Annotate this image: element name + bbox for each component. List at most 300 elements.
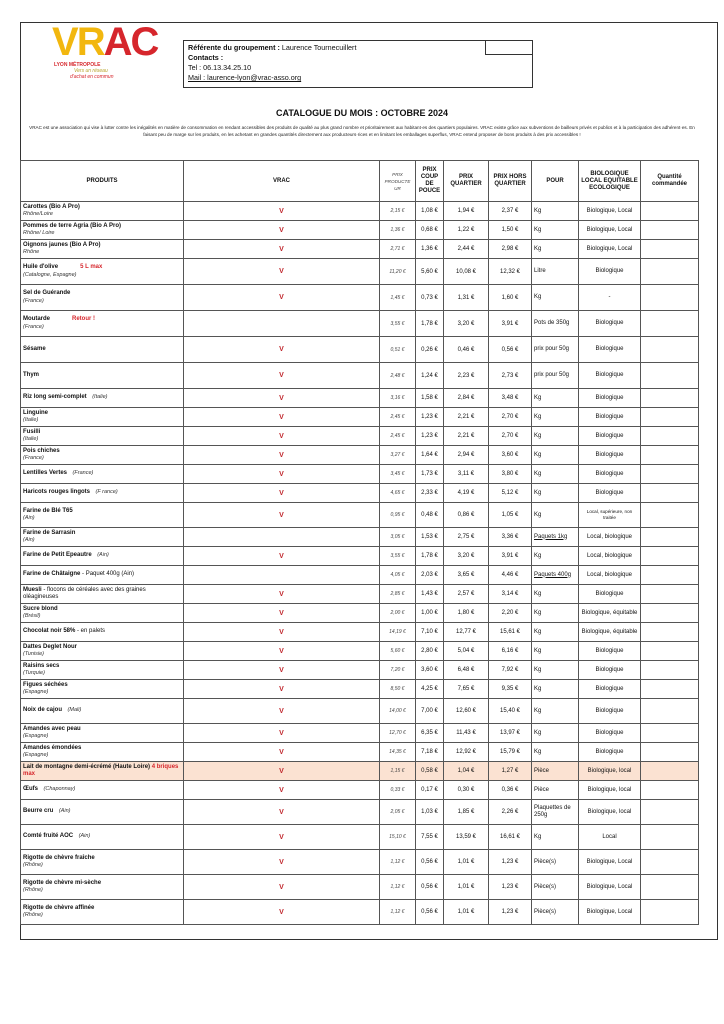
unit-cell: Kg [532, 465, 579, 484]
table-row [21, 762, 699, 781]
vrac-mark [184, 566, 380, 585]
label-cell: Biologique, Local [579, 202, 641, 221]
quantity-cell[interactable] [641, 311, 699, 337]
quantity-cell[interactable] [641, 623, 699, 642]
price-producteur: 2,48 € [380, 363, 416, 389]
product-origin: (Ain) [57, 808, 71, 815]
price-producteur: 2,45 € [380, 408, 416, 427]
table-row [21, 311, 699, 337]
label-cell: Biologique, local [579, 800, 641, 825]
quantity-cell[interactable] [641, 604, 699, 623]
unit-cell: Kg [532, 680, 579, 699]
quantity-cell[interactable] [641, 484, 699, 503]
quantity-cell[interactable] [641, 465, 699, 484]
vrac-mark: V [184, 800, 380, 825]
unit-cell: Pièce(s) [532, 900, 579, 925]
vrac-mark: V [184, 547, 380, 566]
logo-tagline-2: d'achat en commun [70, 74, 114, 80]
product-name: Carottes (Bio A Pro) [23, 203, 80, 210]
vrac-mark: V [184, 337, 380, 363]
price-hors-quartier: 9,35 € [489, 680, 532, 699]
price-hors-quartier: 2,98 € [489, 240, 532, 259]
table-row [21, 781, 699, 800]
price-quartier: 3,20 € [444, 547, 489, 566]
quantity-cell[interactable] [641, 259, 699, 285]
product-cell [21, 875, 184, 900]
price-coup-de-pouce: 7,55 € [416, 825, 444, 850]
price-producteur: 14,35 € [380, 743, 416, 762]
price-hors-quartier: 2,37 € [489, 202, 532, 221]
price-hors-quartier: 3,36 € [489, 528, 532, 547]
quantity-cell[interactable] [641, 528, 699, 547]
price-producteur: 1,15 € [380, 762, 416, 781]
price-coup-de-pouce: 2,80 € [416, 642, 444, 661]
quantity-cell[interactable] [641, 850, 699, 875]
header-prix-coup-de-pouce: PRIX COUP DE POUCE [416, 161, 444, 202]
vrac-mark: V [184, 503, 380, 528]
vrac-mark: V [184, 202, 380, 221]
price-quartier: 1,31 € [444, 285, 489, 311]
product-cell [21, 427, 184, 446]
vrac-mark: V [184, 446, 380, 465]
table-row [21, 661, 699, 680]
label-cell: Local [579, 825, 641, 850]
unit-cell: Kg [532, 661, 579, 680]
product-cell [21, 311, 184, 337]
price-producteur: 5,60 € [380, 642, 416, 661]
contact-mail[interactable]: Mail : laurence-lyon@vrac-asso.org [188, 73, 302, 82]
product-origin: (Ain) [23, 515, 35, 521]
price-quartier: 5,04 € [444, 642, 489, 661]
product-name: Chocolat noir 58% [23, 628, 76, 635]
unit-cell: Kg [532, 642, 579, 661]
price-quartier: 3,20 € [444, 311, 489, 337]
table-row [21, 503, 699, 528]
price-hors-quartier: 1,50 € [489, 221, 532, 240]
price-hors-quartier: 15,40 € [489, 699, 532, 724]
vrac-mark: V [184, 604, 380, 623]
quantity-cell[interactable] [641, 389, 699, 408]
vrac-mark: V [184, 850, 380, 875]
product-cell [21, 566, 184, 585]
quantity-cell[interactable] [641, 762, 699, 781]
quantity-cell[interactable] [641, 875, 699, 900]
quantity-cell[interactable] [641, 743, 699, 762]
quantity-cell[interactable] [641, 285, 699, 311]
product-note: 5 L max [80, 264, 103, 270]
unit-cell: Kg [532, 585, 579, 604]
price-hors-quartier: 13,97 € [489, 724, 532, 743]
quantity-cell[interactable] [641, 825, 699, 850]
product-name: Figues séchées [23, 681, 68, 688]
table-header-row [21, 161, 699, 202]
label-cell: Biologique, Local [579, 900, 641, 925]
product-cell [21, 699, 184, 724]
quantity-cell[interactable] [641, 699, 699, 724]
label-cell: Local, biologique [579, 547, 641, 566]
product-origin: (Rhône) [23, 862, 43, 868]
quantity-cell[interactable] [641, 661, 699, 680]
price-quartier: 1,85 € [444, 800, 489, 825]
vrac-mark: V [184, 363, 380, 389]
quantity-cell[interactable] [641, 503, 699, 528]
price-producteur: 3,55 € [380, 311, 416, 337]
unit-cell: Kg [532, 285, 579, 311]
price-coup-de-pouce: 1,23 € [416, 408, 444, 427]
product-cell [21, 446, 184, 465]
product-origin: (Turquie) [23, 670, 45, 676]
product-name: Huile d'olive [23, 264, 59, 270]
product-name: Amandes émondées [23, 744, 82, 751]
price-hors-quartier: 2,20 € [489, 604, 532, 623]
logo-city: LYON MÉTROPOLE [54, 62, 101, 68]
price-hors-quartier: 15,79 € [489, 743, 532, 762]
referent-label: Référente du groupement : [188, 43, 280, 52]
table-row [21, 585, 699, 604]
price-hors-quartier: 2,70 € [489, 408, 532, 427]
price-quartier: 6,48 € [444, 661, 489, 680]
unit-cell: Kg [532, 446, 579, 465]
price-coup-de-pouce: 1,53 € [416, 528, 444, 547]
price-producteur: 0,95 € [380, 503, 416, 528]
quantity-cell[interactable] [641, 240, 699, 259]
price-quartier: 2,23 € [444, 363, 489, 389]
vrac-mark: V [184, 585, 380, 604]
price-quartier: 1,22 € [444, 221, 489, 240]
product-name: Riz long semi-complet [23, 394, 87, 401]
label-cell: Biologique, Local [579, 221, 641, 240]
label-cell: Biologique, équitable [579, 623, 641, 642]
contacts-label: Contacts : [188, 53, 224, 62]
quantity-cell[interactable] [641, 680, 699, 699]
unit-cell: Kg [532, 221, 579, 240]
price-coup-de-pouce: 0,73 € [416, 285, 444, 311]
price-coup-de-pouce: 1,00 € [416, 604, 444, 623]
product-cell [21, 202, 184, 221]
quantity-cell[interactable] [641, 781, 699, 800]
product-name: Farine de Sarrasin [23, 529, 76, 536]
unit-cell: Kg [532, 699, 579, 724]
price-producteur: 4,05 € [380, 566, 416, 585]
price-producteur: 2,85 € [380, 585, 416, 604]
label-cell: Biologique [579, 408, 641, 427]
price-quartier: 0,30 € [444, 781, 489, 800]
quantity-cell[interactable] [641, 363, 699, 389]
product-origin: (Espagne) [23, 689, 49, 695]
unit-cell: Kg [532, 389, 579, 408]
product-cell [21, 680, 184, 699]
quantity-cell[interactable] [641, 585, 699, 604]
product-origin: Rhône/ Loire [23, 230, 55, 236]
price-coup-de-pouce: 2,33 € [416, 484, 444, 503]
quantity-cell[interactable] [641, 337, 699, 363]
vrac-mark: V [184, 389, 380, 408]
unit-cell: Kg [532, 202, 579, 221]
unit-cell: Paquets 1kg [532, 528, 579, 547]
price-quartier: 0,46 € [444, 337, 489, 363]
label-cell: Biologique [579, 465, 641, 484]
product-name: Beurre cru [23, 808, 54, 815]
table-row [21, 240, 699, 259]
header-bio-local: BIOLOGIQUE LOCAL EQUITABLE ECOLOGIQUE [579, 161, 641, 202]
price-producteur: 1,12 € [380, 900, 416, 925]
header-quantite: Quantité commandée [641, 161, 699, 202]
table-row [21, 642, 699, 661]
product-origin: (Rhône) [23, 887, 43, 893]
table-row [21, 900, 699, 925]
label-cell: Biologique [579, 699, 641, 724]
quantity-cell[interactable] [641, 547, 699, 566]
product-name: Œufs [23, 786, 38, 793]
quantity-cell[interactable] [641, 566, 699, 585]
price-producteur: 1,12 € [380, 875, 416, 900]
product-origin: (France) [23, 323, 44, 330]
table-row [21, 875, 699, 900]
table-row [21, 566, 699, 585]
quantity-cell[interactable] [641, 446, 699, 465]
vrac-mark: V [184, 762, 380, 781]
unit-cell: Plaquettes de 250g [532, 800, 579, 825]
price-producteur: 15,10 € [380, 825, 416, 850]
unit-cell: Kg [532, 604, 579, 623]
label-cell: Biologique, Local [579, 850, 641, 875]
product-cell [21, 585, 184, 604]
label-cell: Biologique [579, 724, 641, 743]
table-row [21, 825, 699, 850]
unit-cell: Kg [532, 743, 579, 762]
product-cell [21, 604, 184, 623]
label-cell: Biologique [579, 661, 641, 680]
unit-cell: Kg [532, 503, 579, 528]
price-hors-quartier: 1,27 € [489, 762, 532, 781]
price-producteur: 4,65 € [380, 484, 416, 503]
product-cell [21, 240, 184, 259]
label-cell: Biologique, local [579, 781, 641, 800]
price-hors-quartier: 4,46 € [489, 566, 532, 585]
quantity-cell[interactable] [641, 800, 699, 825]
table-row [21, 465, 699, 484]
logo-wordmark: VRAC [52, 20, 158, 64]
intro-text: VRAC est une association qui vise à lutter contre les inégalités en matière de consommation en rendant accessibles des produits de qualité au plus grand nombre et prioritairement aux habitant·es des quartiers populaires. VRAC existe grâce aux subventions de bailleurs privés et publics et à la participation des adhérent·es. En faisant peu de marge sur les produits, en les achetant en grandes quantités directement aux producteurs·rices et en limitant les emballages superflus, VRAC entend proposer de bons produits à des prix accessibles ! [29, 125, 695, 137]
quantity-cell[interactable] [641, 427, 699, 446]
table-row [21, 623, 699, 642]
label-cell: Biologique [579, 642, 641, 661]
quantity-cell[interactable] [641, 408, 699, 427]
vrac-mark: V [184, 825, 380, 850]
catalogue-title: CATALOGUE DU MOIS : OCTOBRE 2024 [275, 108, 449, 118]
price-quartier: 12,92 € [444, 743, 489, 762]
table-row [21, 484, 699, 503]
price-quartier: 13,59 € [444, 825, 489, 850]
unit-cell: Litre [532, 259, 579, 285]
price-hors-quartier: 3,60 € [489, 446, 532, 465]
product-name: Sucre blond [23, 605, 58, 612]
price-producteur: 12,70 € [380, 724, 416, 743]
product-detail: - flocons de céréales avec des graines oléagineuses [23, 586, 146, 600]
unit-cell: Pièce [532, 781, 579, 800]
product-name: Pommes de terre Agria (Bio A Pro) [23, 222, 122, 229]
table-row [21, 202, 699, 221]
price-coup-de-pouce: 0,17 € [416, 781, 444, 800]
vrac-mark: V [184, 408, 380, 427]
product-origin: (Catalogne, Espagne) [23, 271, 77, 278]
header-prix-quartier: PRIX QUARTIER [444, 161, 489, 202]
product-origin: Rhône [23, 249, 40, 255]
label-cell: Biologique, local [579, 762, 641, 781]
label-cell: Biologique, Local [579, 875, 641, 900]
price-coup-de-pouce: 1,78 € [416, 547, 444, 566]
table-row [21, 427, 699, 446]
vrac-mark: V [184, 259, 380, 285]
price-coup-de-pouce: 5,60 € [416, 259, 444, 285]
unit-cell: prix pour 50g [532, 337, 579, 363]
product-name: Sésame [23, 345, 46, 352]
price-producteur: 1,12 € [380, 850, 416, 875]
label-cell: Biologique [579, 337, 641, 363]
product-cell [21, 547, 184, 566]
header-prix-hors-quartier: PRIX HORS QUARTIER [489, 161, 532, 202]
price-producteur: 2,00 € [380, 604, 416, 623]
unit-cell: Kg [532, 825, 579, 850]
quantity-cell[interactable] [641, 642, 699, 661]
product-name: Rigotte de chèvre mi-sèche [23, 879, 102, 886]
header-produits: PRODUITS [21, 161, 184, 202]
price-hors-quartier: 2,73 € [489, 363, 532, 389]
unit-cell: Paquets 400g [532, 566, 579, 585]
unit-cell: Kg [532, 484, 579, 503]
referent-name: Laurence Tournecuillert [281, 43, 357, 52]
product-cell [21, 528, 184, 547]
product-name: Comté fruité AOC [23, 833, 74, 840]
product-name: Farine de Petit Epeautre [23, 552, 92, 559]
unit-cell: Kg [532, 427, 579, 446]
product-origin: (Brésil) [23, 613, 41, 619]
quantity-cell[interactable] [641, 202, 699, 221]
price-quartier: 12,60 € [444, 699, 489, 724]
vrac-mark: V [184, 642, 380, 661]
product-origin: (Italie) [90, 394, 108, 401]
unit-cell: Kg [532, 724, 579, 743]
label-cell: Local, biologique [579, 566, 641, 585]
price-hors-quartier: 5,12 € [489, 484, 532, 503]
vrac-mark: V [184, 724, 380, 743]
price-quartier: 7,65 € [444, 680, 489, 699]
price-producteur: 2,05 € [380, 800, 416, 825]
product-origin: (Italie) [23, 436, 39, 442]
product-cell [21, 408, 184, 427]
product-origin: (France) [71, 470, 94, 477]
product-cell [21, 623, 184, 642]
product-origin: (Ain) [77, 833, 91, 840]
price-producteur: 14,19 € [380, 623, 416, 642]
price-quartier: 1,80 € [444, 604, 489, 623]
vrac-mark: V [184, 484, 380, 503]
product-origin: (Espagne) [23, 752, 49, 758]
price-hors-quartier: 3,14 € [489, 585, 532, 604]
table-row [21, 604, 699, 623]
price-hors-quartier: 6,16 € [489, 642, 532, 661]
price-quartier: 3,11 € [444, 465, 489, 484]
price-quartier: 2,21 € [444, 408, 489, 427]
product-origin: (France) [23, 455, 44, 461]
product-origin: (F rance) [94, 489, 118, 496]
label-cell: Biologique, Local [579, 240, 641, 259]
product-name: Haricots rouges lingots [23, 489, 91, 496]
product-name: Linguine [23, 409, 48, 416]
unit-cell: Pots de 350g [532, 311, 579, 337]
price-hors-quartier: 7,92 € [489, 661, 532, 680]
quantity-cell[interactable] [641, 724, 699, 743]
price-quartier: 2,84 € [444, 389, 489, 408]
price-hors-quartier: 2,26 € [489, 800, 532, 825]
product-cell [21, 484, 184, 503]
price-producteur: 3,27 € [380, 446, 416, 465]
product-name: Rigotte de chèvre affinée [23, 904, 95, 911]
label-cell: Biologique [579, 389, 641, 408]
price-producteur: 2,45 € [380, 427, 416, 446]
vrac-mark: V [184, 699, 380, 724]
price-coup-de-pouce: 0,26 € [416, 337, 444, 363]
table-row [21, 743, 699, 762]
logo-tagline-1: Vers un réseau [74, 68, 108, 74]
product-cell [21, 221, 184, 240]
table-row [21, 680, 699, 699]
table-row [21, 285, 699, 311]
vrac-mark: V [184, 875, 380, 900]
product-name: Sel de Guérande [23, 290, 71, 296]
quantity-cell[interactable] [641, 900, 699, 925]
unit-cell: Pièce [532, 762, 579, 781]
product-name: Oignons jaunes (Bio A Pro) [23, 241, 101, 248]
price-coup-de-pouce: 1,64 € [416, 446, 444, 465]
price-hors-quartier: 0,56 € [489, 337, 532, 363]
table-row [21, 446, 699, 465]
price-hors-quartier: 1,05 € [489, 503, 532, 528]
price-quartier: 1,01 € [444, 875, 489, 900]
price-producteur: 8,50 € [380, 680, 416, 699]
product-cell [21, 850, 184, 875]
price-quartier: 2,44 € [444, 240, 489, 259]
quantity-cell[interactable] [641, 221, 699, 240]
price-quartier: 11,43 € [444, 724, 489, 743]
price-producteur: 7,20 € [380, 661, 416, 680]
label-cell: Biologique [579, 484, 641, 503]
product-cell [21, 661, 184, 680]
product-name: Lait de montagne demi-écrémé (Haute Loire) [23, 763, 151, 770]
unit-cell: prix pour 50g [532, 363, 579, 389]
price-producteur: 2,15 € [380, 202, 416, 221]
price-coup-de-pouce: 0,48 € [416, 503, 444, 528]
product-origin: (Chaponnay) [42, 786, 76, 793]
product-name: Lentilles Vertes [23, 470, 68, 477]
price-producteur: 14,00 € [380, 699, 416, 724]
label-cell: Local, supérieure, non traitée [579, 503, 641, 528]
product-name: Fusilli [23, 428, 41, 435]
label-cell: Biologique [579, 446, 641, 465]
price-quartier: 2,75 € [444, 528, 489, 547]
header-pour: POUR [532, 161, 579, 202]
price-hors-quartier: 3,80 € [489, 465, 532, 484]
table-row [21, 221, 699, 240]
price-coup-de-pouce: 0,68 € [416, 221, 444, 240]
price-hors-quartier: 2,70 € [489, 427, 532, 446]
price-coup-de-pouce: 1,78 € [416, 311, 444, 337]
vrac-mark: V [184, 221, 380, 240]
price-coup-de-pouce: 4,25 € [416, 680, 444, 699]
price-coup-de-pouce: 6,35 € [416, 724, 444, 743]
product-origin: (Tunisie) [23, 651, 44, 657]
product-origin: (Ain) [95, 552, 109, 559]
